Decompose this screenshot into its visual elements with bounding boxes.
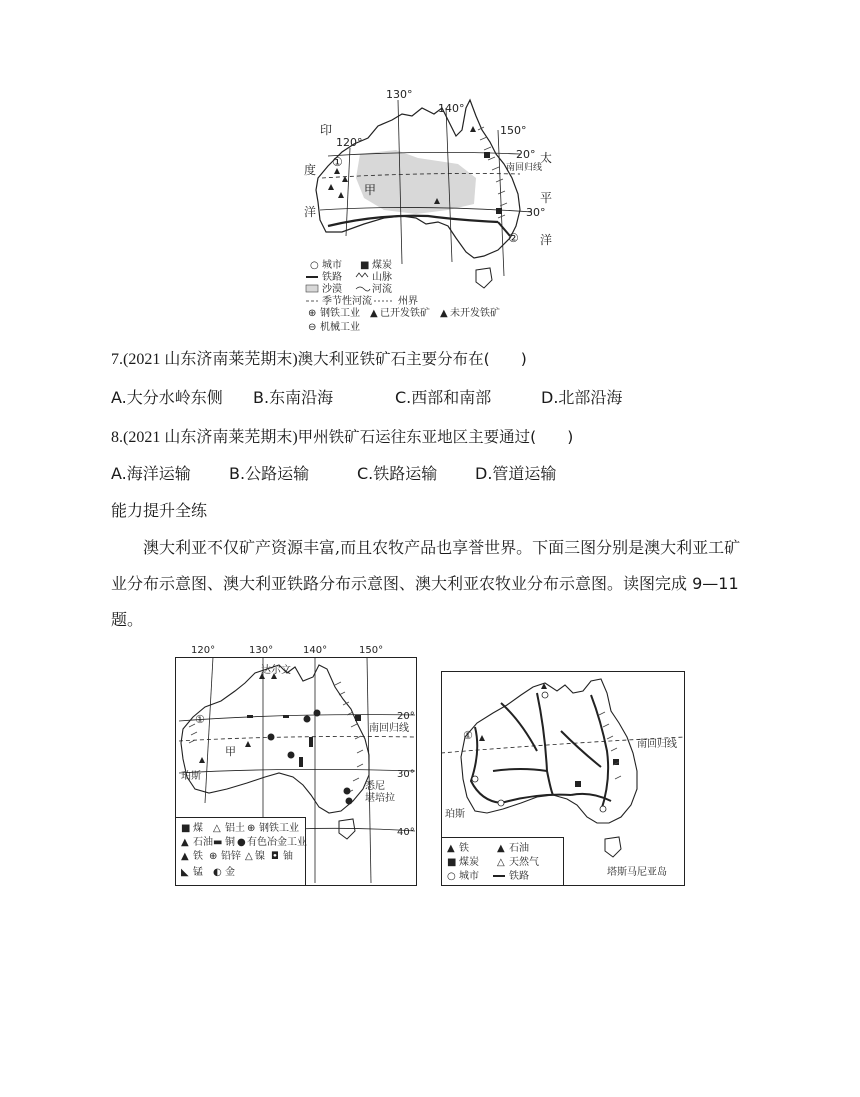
area-jia-label: 甲: [364, 183, 377, 197]
q8-options: [111, 461, 556, 484]
map2-area-jia: 甲: [225, 745, 236, 758]
lat-20: 20°: [516, 148, 536, 161]
svg-text:机械工业: 机械工业: [320, 322, 360, 333]
svg-text:州界: 州界: [398, 296, 418, 307]
ocean-east-3: 洋: [540, 233, 553, 247]
svg-text:⊖: ⊖: [308, 322, 317, 333]
map3-tropic: 南回归线: [637, 739, 677, 750]
svg-text:山脉: 山脉: [372, 272, 392, 283]
svg-text:●: ●: [237, 837, 246, 848]
ocean-west-3: 洋: [304, 205, 317, 219]
city-perth-3: 珀斯: [445, 809, 465, 820]
svg-text:镍: 镍: [255, 851, 265, 862]
svg-text:▬: ▬: [213, 837, 223, 848]
svg-text:铁路: 铁路: [322, 272, 342, 283]
ocean-west-2: 度: [304, 163, 317, 177]
svg-text:沙漠: 沙漠: [322, 284, 342, 295]
intro-bold-tail: 读图完成 9—11 题。: [111, 574, 739, 629]
section-title: 能力提升全练: [111, 501, 208, 520]
tasmania-label: 塔斯马尼亚岛: [607, 867, 667, 878]
marker-2: ②: [508, 231, 519, 245]
svg-text:城市: 城市: [459, 871, 479, 882]
q8-source: 8.(2021 山东济南莱芜期末): [111, 429, 298, 446]
q8-stem: 甲州铁矿石运往东亚地区主要通过( ): [297, 428, 574, 446]
ocean-west-1: 印: [320, 123, 333, 137]
svg-text:■: ■: [360, 260, 370, 271]
tropic-label: 南回归线: [506, 163, 543, 173]
svg-text:△: △: [245, 851, 253, 862]
svg-text:石油: 石油: [193, 837, 213, 848]
svg-text:煤: 煤: [193, 823, 203, 834]
svg-text:铀: 铀: [283, 851, 293, 862]
svg-text:铁: 铁: [459, 843, 469, 854]
q7-options: [111, 385, 622, 408]
svg-text:铜: 铜: [225, 837, 235, 848]
tasmania-outline: [476, 268, 492, 288]
map2-lat-20: 20°: [397, 711, 415, 722]
lon-120: 120°: [336, 136, 363, 149]
svg-text:▲: ▲: [181, 851, 189, 862]
svg-text:锰: 锰: [193, 867, 203, 878]
svg-text:铅锌: 铅锌: [221, 851, 241, 862]
city-perth-2: 珀斯: [181, 771, 201, 782]
question-7: [111, 346, 527, 369]
q7-option-d[interactable]: D.北部沿海: [541, 388, 623, 407]
q7-source: 7.(2021 山东济南莱芜期末): [111, 351, 298, 368]
svg-text:△: △: [213, 823, 221, 834]
svg-text:季节性河流: 季节性河流: [322, 296, 372, 307]
svg-text:▲: ▲: [181, 837, 189, 848]
svg-text:⊕: ⊕: [247, 823, 256, 834]
svg-text:煤炭: 煤炭: [372, 260, 392, 271]
city-canberra: 堪培拉: [365, 793, 395, 804]
svg-text:○: ○: [447, 871, 456, 882]
map3-marker-1: ①: [463, 729, 473, 742]
svg-text:钢铁工业: 钢铁工业: [320, 308, 360, 319]
map2-tropic: 南回归线: [369, 723, 409, 734]
lon-140: 140°: [438, 102, 465, 115]
map2-lon-140: 140°: [303, 645, 328, 656]
map2-lon-120: 120°: [191, 645, 216, 656]
marker-1: ①: [332, 155, 343, 169]
city-darwin: 达尔文: [261, 665, 291, 676]
question-8: [111, 424, 573, 447]
svg-text:铁: 铁: [193, 851, 203, 862]
svg-text:铝土: 铝土: [225, 823, 245, 834]
map2-marker-1: ①: [195, 713, 205, 726]
q7-option-b[interactable]: B.东南沿海: [253, 388, 334, 407]
ocean-east-1: 太: [540, 151, 553, 165]
q8-option-c[interactable]: C.铁路运输: [357, 464, 438, 483]
svg-text:○: ○: [310, 260, 319, 271]
svg-text:▲: ▲: [440, 308, 448, 319]
svg-text:▲: ▲: [447, 843, 455, 854]
desert-area: [356, 150, 476, 214]
svg-text:已开发铁矿: 已开发铁矿: [380, 308, 430, 319]
map-australia-iron-ore: [298, 86, 556, 340]
svg-text:◘: ◘: [271, 851, 279, 862]
map2-lat-40: 40°: [397, 827, 415, 838]
svg-text:城市: 城市: [322, 260, 342, 271]
q8-option-a[interactable]: A.海洋运输: [111, 464, 191, 483]
map1-legend: [306, 258, 500, 333]
railway-network: [471, 693, 611, 811]
q8-option-d[interactable]: D.管道运输: [475, 464, 557, 483]
lon-150: 150°: [500, 124, 527, 137]
map2-lon-130: 130°: [249, 645, 274, 656]
svg-text:▲: ▲: [497, 843, 505, 854]
svg-text:金: 金: [225, 867, 235, 878]
svg-text:■: ■: [447, 857, 457, 868]
svg-text:未开发铁矿: 未开发铁矿: [450, 308, 500, 319]
intro-paragraph: [111, 530, 751, 638]
q7-option-a[interactable]: A.大分水岭东侧: [111, 388, 223, 407]
lat-30: 30°: [526, 206, 546, 219]
svg-text:河流: 河流: [372, 284, 392, 295]
svg-text:▲: ▲: [370, 308, 378, 319]
ocean-east-2: 平: [540, 191, 553, 205]
australia-outline-2: [181, 665, 369, 813]
q8-option-b[interactable]: B.公路运输: [229, 464, 310, 483]
map2-lat-30: 30°: [397, 769, 415, 780]
lon-130: 130°: [386, 88, 413, 101]
svg-text:■: ■: [181, 823, 191, 834]
city-sydney: 悉尼: [365, 781, 385, 792]
svg-text:煤炭: 煤炭: [459, 857, 479, 868]
svg-text:有色冶金工业: 有色冶金工业: [247, 837, 307, 848]
map-australia-railway: [441, 671, 686, 887]
svg-text:⊕: ⊕: [209, 851, 218, 862]
svg-text:钢铁工业: 钢铁工业: [259, 823, 299, 834]
map-australia-industry-mining: [175, 643, 418, 887]
svg-text:⊕: ⊕: [308, 308, 317, 319]
svg-text:△: △: [497, 857, 505, 868]
svg-text:铁路: 铁路: [509, 871, 529, 882]
intro-text: 澳大利亚不仅矿产资源丰富,而且农牧产品也享誉世界。下面三图分别是澳大利亚工矿业分布示意图、澳大利亚铁路分布示意图、澳大利亚农牧业分布示意图。: [111, 538, 741, 593]
q7-option-c[interactable]: C.西部和南部: [395, 388, 492, 407]
q7-stem: 澳大利亚铁矿石主要分布在( ): [297, 350, 527, 368]
svg-text:天然气: 天然气: [509, 857, 539, 868]
svg-text:石油: 石油: [509, 843, 529, 854]
svg-text:◣: ◣: [181, 867, 189, 878]
svg-text:◐: ◐: [213, 867, 222, 878]
map2-lon-150: 150°: [359, 645, 384, 656]
